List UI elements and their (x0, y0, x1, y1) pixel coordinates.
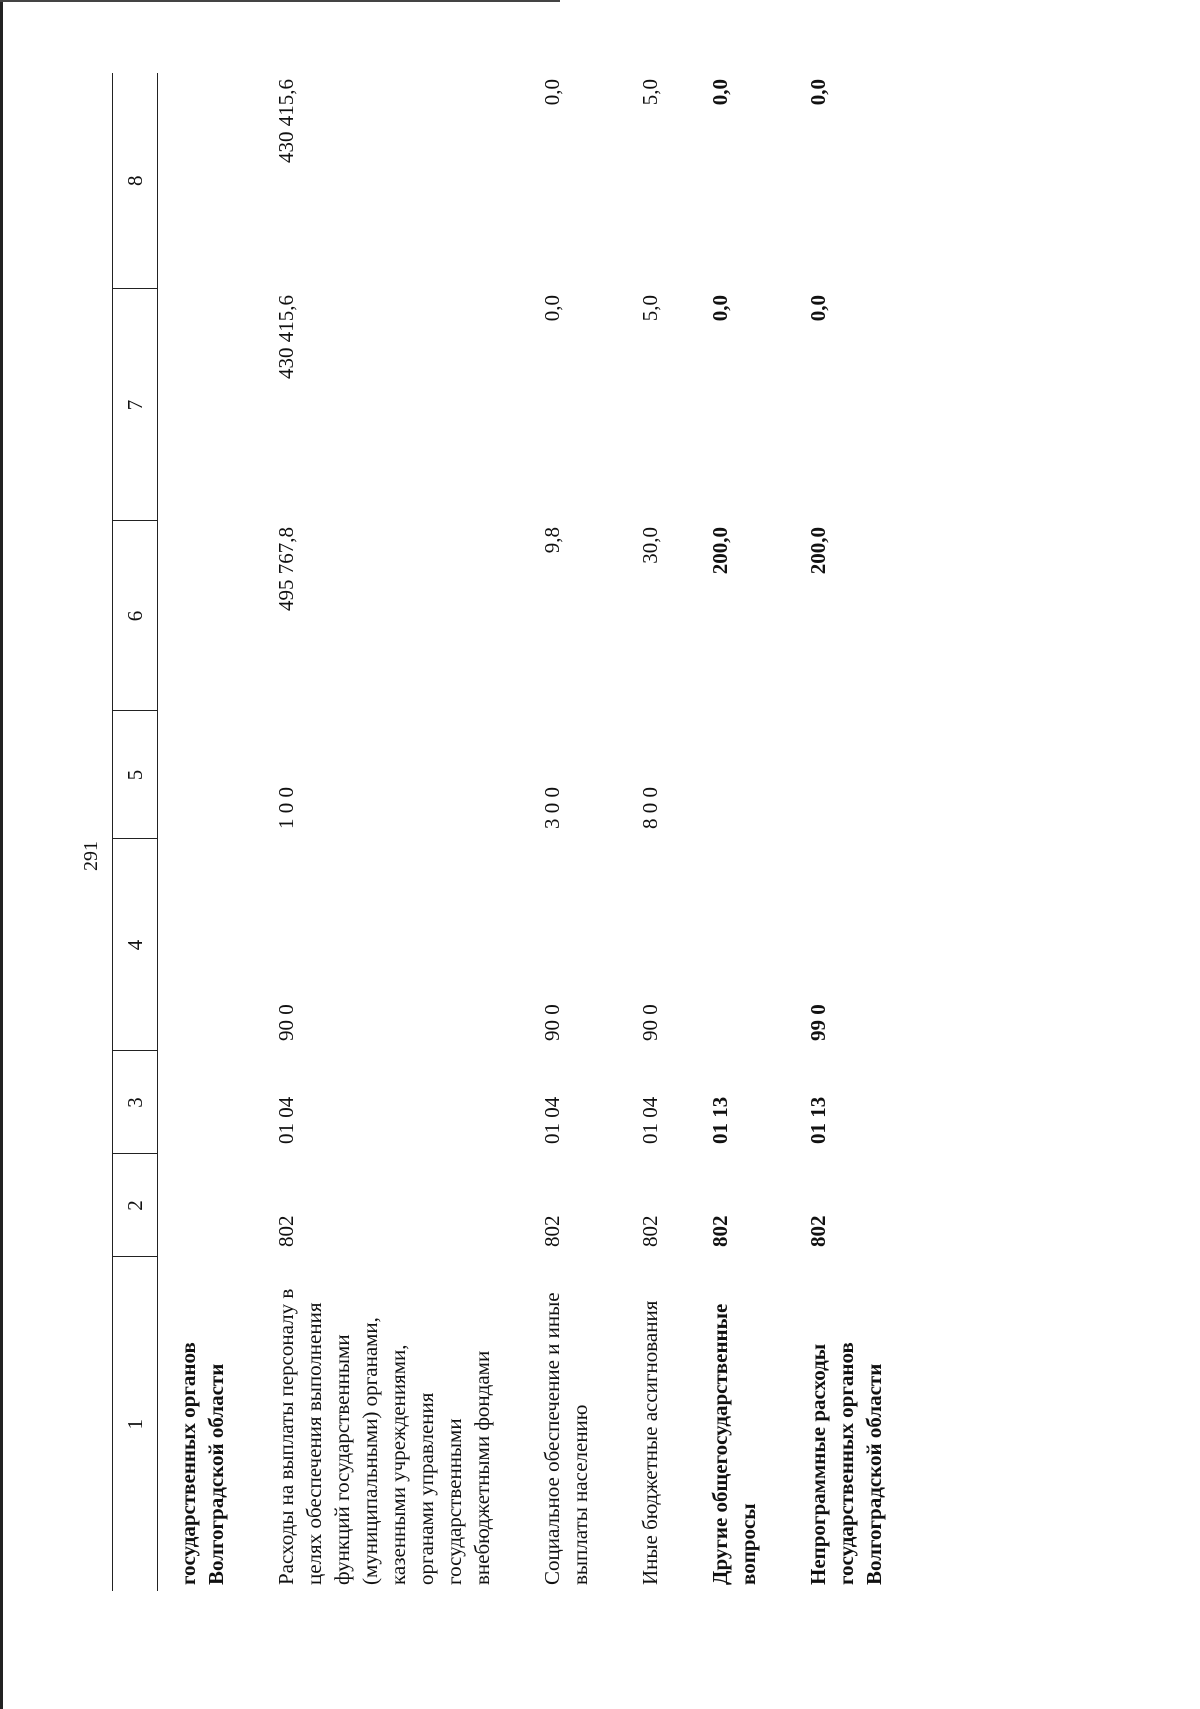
cell-c3: 01 04 (274, 1096, 298, 1144)
cell-c5: 8 0 0 (638, 787, 662, 829)
cell-c6: 495 767,8 (274, 527, 298, 611)
cell-c2: 802 (274, 1215, 298, 1247)
row-name: государственных органов Волгоградской области (176, 1342, 228, 1585)
row-name: Другие общегосударственные вопросы (708, 1303, 760, 1585)
cell-c3: 01 04 (638, 1096, 662, 1144)
column-header: 3 (113, 1051, 158, 1154)
cell-c8: 0,0 (708, 79, 732, 106)
row-name: Социальное обеспечение и иные выплаты населению (540, 1292, 592, 1585)
column-header: 4 (113, 839, 158, 1051)
column-header: 8 (113, 73, 158, 289)
row-name: Непрограммные расходы государственных органов Волгоградской области (806, 1342, 886, 1585)
cell-c6: 30,0 (638, 527, 662, 564)
cell-c7: 5,0 (638, 295, 662, 322)
cell-c8: 0,0 (540, 79, 564, 106)
cell-c2: 802 (806, 1215, 830, 1247)
cell-c5 (158, 711, 259, 839)
cell-c6: 9,8 (540, 527, 564, 554)
cell-c3 (158, 1051, 259, 1154)
cell-c5: 1 0 0 (274, 787, 298, 829)
cell-c4 (692, 839, 790, 1051)
column-header: 1 (113, 1257, 158, 1591)
cell-c6 (158, 521, 259, 711)
table-row (790, 73, 916, 1591)
cell-c2: 802 (708, 1215, 732, 1247)
cell-c7: 430 415,6 (274, 295, 298, 379)
cell-c6: 200,0 (806, 527, 830, 575)
cell-c2: 802 (638, 1215, 662, 1247)
row-name: Расходы на выплаты персоналу в целях обеспечения выполнения функций государственными (муниципальными) органами, казенными учреждениями, органами управления государственными внебюджетными фондами (274, 1288, 494, 1585)
cell-c5: 3 0 0 (540, 787, 564, 829)
cell-c7: 0,0 (708, 295, 732, 322)
cell-c4: 99 0 (806, 1004, 830, 1041)
table-row (258, 73, 524, 1591)
cell-c7: 0,0 (806, 295, 830, 322)
cell-c4: 90 0 (638, 1004, 662, 1041)
cell-c5 (790, 711, 916, 839)
cell-c6: 200,0 (708, 527, 732, 575)
cell-c8 (158, 73, 259, 289)
column-header: 6 (113, 521, 158, 711)
cell-c7 (158, 289, 259, 521)
cell-c3: 01 13 (708, 1096, 732, 1144)
cell-c8: 430 415,6 (274, 79, 298, 163)
header-row (113, 73, 158, 1591)
cell-c5 (692, 711, 790, 839)
cell-c2: 802 (540, 1215, 564, 1247)
table-row (524, 73, 622, 1591)
cell-c4: 90 0 (540, 1004, 564, 1041)
cell-c8: 0,0 (806, 79, 830, 106)
table-row (692, 73, 790, 1591)
column-header: 5 (113, 711, 158, 839)
table-row (158, 73, 259, 1591)
cell-c7: 0,0 (540, 295, 564, 322)
cell-c4 (158, 839, 259, 1051)
budget-table (112, 73, 916, 1591)
page-number: 291 (80, 841, 102, 871)
column-header: 2 (113, 1154, 158, 1257)
cell-c8: 5,0 (638, 79, 662, 106)
table-row (622, 73, 692, 1591)
column-header: 7 (113, 289, 158, 521)
cell-c4: 90 0 (274, 1004, 298, 1041)
cell-c2 (158, 1154, 259, 1257)
cell-c3: 01 13 (806, 1096, 830, 1144)
cell-c3: 01 04 (540, 1096, 564, 1144)
row-name: Иные бюджетные ассигнования (638, 1300, 662, 1585)
